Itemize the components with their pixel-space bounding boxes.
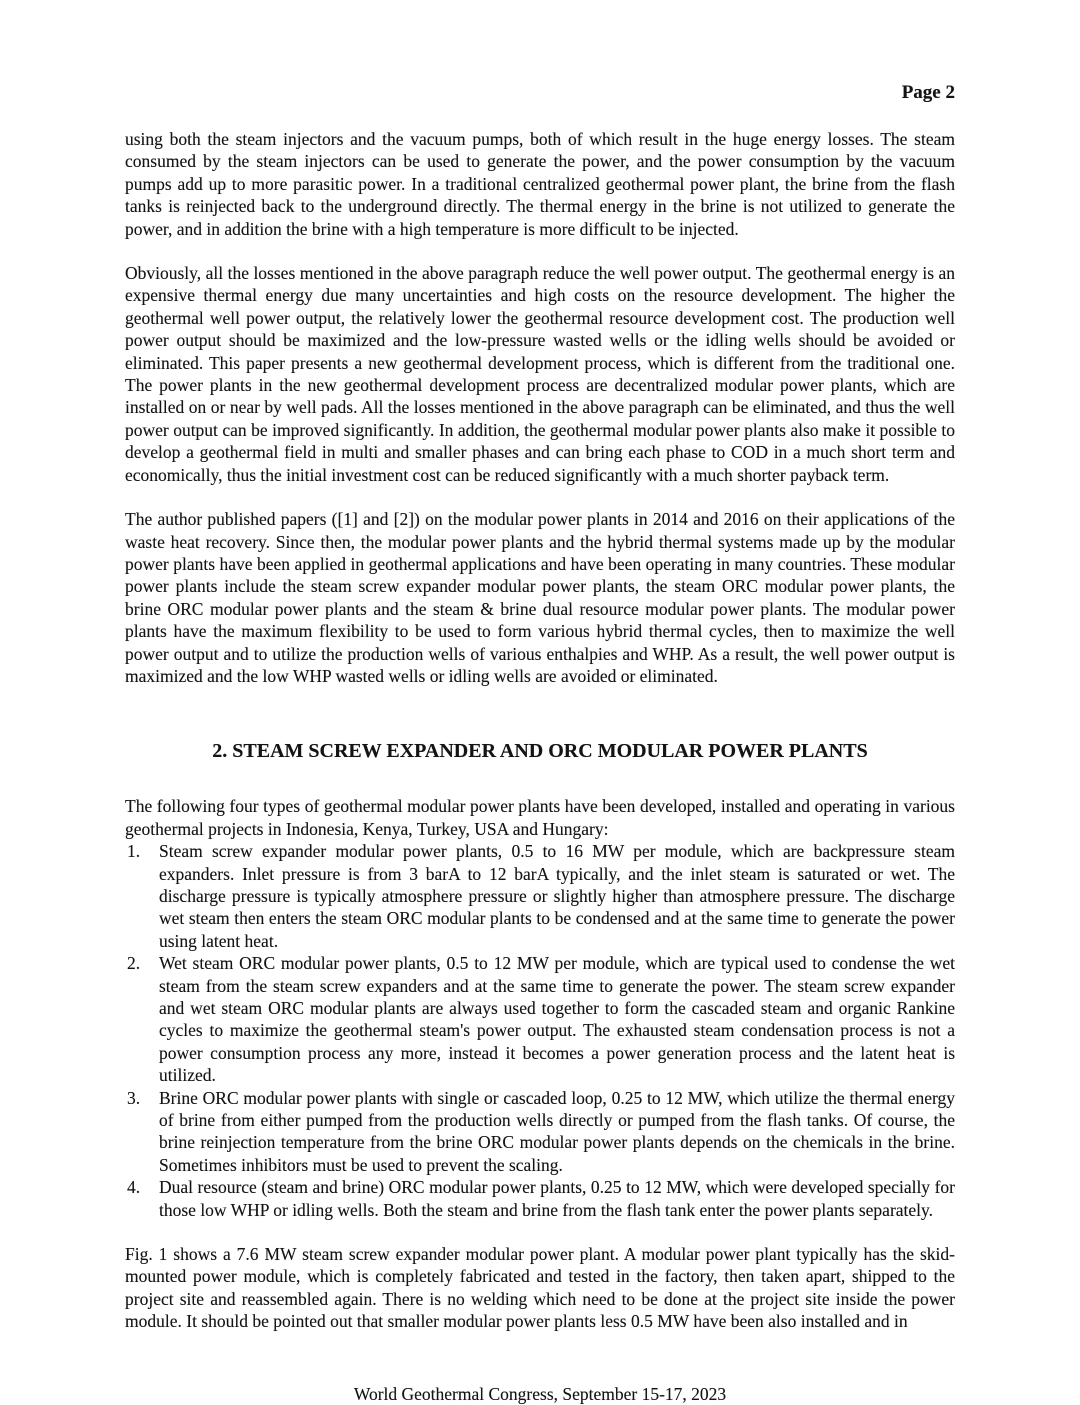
- list-item: [125, 1087, 955, 1177]
- list-item-number: 4.: [127, 1177, 141, 1198]
- list-item: [125, 840, 955, 952]
- list-item-number: 3.: [127, 1087, 141, 1108]
- paragraph-losses-development: Obviously, all the losses mentioned in the above paragraph reduce the well power output. The geothermal energy is an expensive thermal energy due many uncertainties and high costs on the resource development. The higher the geothermal well power output, the relatively lower the geothermal resource development cost. The production well power output should be maximized and the low-pressure wasted wells or the idling wells should be avoided or eliminated. This paper presents a new geothermal development process, which is different from the traditional one. The power plants in the new geothermal development process are decentralized modular power plants, which are installed on or near by well pads. All the losses mentioned in the above paragraph can be eliminated, and thus the well power output can be improved significantly. In addition, the geothermal modular power plants also make it possible to develop a geothermal field in multi and smaller phases and can bring each phase to COD in a much short term and economically, thus the initial investment cost can be reduced significantly with a much shorter payback term.: [125, 263, 955, 485]
- paragraph-author-papers: The author published papers ([1] and [2]) on the modular power plants in 2014 and 2016 on their applications of the waste heat recovery. Since then, the modular power plants and the hybrid thermal systems made up by the modular power plants have been applied in geothermal applications and have been operating in many countries. These modular power plants include the steam screw expander modular power plants, the steam ORC modular power plants, the brine ORC modular power plants and the steam & brine dual resource modular power plants. The modular power plants have the maximum flexibility to be used to form various hybrid thermal cycles, then to maximize the well power output and to utilize the production wells of various enthalpies and WHP. As a result, the well power output is maximized and the low WHP wasted wells or idling wells are avoided or eliminated.: [125, 509, 955, 686]
- page-number-label: Page 2: [901, 82, 955, 103]
- list-item-number: 2.: [127, 953, 141, 974]
- list-item-text: Steam screw expander modular power plants, 0.5 to 16 MW per module, which are backpressure steam expanders. Inlet pressure is from 3 barA to 12 barA typically, and the inlet steam is saturated or wet. The discharge pressure is typically atmosphere pressure or slightly higher than atmosphere pressure. The discharge wet steam then enters the steam ORC modular plants to be condensed and at the same time to generate the power using latent heat.: [159, 841, 955, 951]
- list-item-text: Dual resource (steam and brine) ORC modular power plants, 0.25 to 12 MW, which were developed specially for those low WHP or idling wells. Both the steam and brine from the flash tank enter the power plants separately.: [159, 1177, 955, 1220]
- list-item: [125, 1176, 955, 1221]
- list-item-text: Wet steam ORC modular power plants, 0.5 to 12 MW per module, which are typical used to condense the wet steam from the steam screw expanders and at the same time to generate the power. The steam screw expander and wet steam ORC modular plants are always used together to form the cascaded steam and organic Rankine cycles to maximize the geothermal steam's power output. The exhausted steam condensation process is not a power consumption process any more, instead it becomes a power generation process and the latent heat is utilized.: [159, 953, 955, 1086]
- paragraph-steam-injectors: using both the steam injectors and the vacuum pumps, both of which result in the huge energy losses. The steam consumed by the steam injectors can be used to generate the power, and the power consumption by the vacuum pumps add up to more parasitic power. In a traditional centralized geothermal power plant, the brine from the flash tanks is reinjected back to the underground directly. The thermal energy in the brine is not utilized to generate the power, and in addition the brine with a high temperature is more difficult to be injected.: [125, 129, 955, 239]
- list-item: [125, 952, 955, 1086]
- section-2-intro: The following four types of geothermal modular power plants have been developed, installed and operating in various geothermal projects in Indonesia, Kenya, Turkey, USA and Hungary:: [125, 796, 955, 839]
- list-item-text: Brine ORC modular power plants with single or cascaded loop, 0.25 to 12 MW, which utilize the thermal energy of brine from either pumped from the production wells directly or pumped from the flash tanks. Of course, the brine reinjection temperature from the brine ORC modular power plants depends on the chemicals in the brine. Sometimes inhibitors must be used to prevent the scaling.: [159, 1087, 955, 1175]
- modular-plant-types-list: [125, 840, 955, 1221]
- footer-conference-line: World Geothermal Congress, September 15-17, 2023: [353, 1383, 727, 1404]
- list-item-number: 1.: [127, 841, 141, 862]
- section-2-heading: 2. STEAM SCREW EXPANDER AND ORC MODULAR POWER PLANTS: [212, 740, 868, 763]
- paragraph-fig1-modular-plant: Fig. 1 shows a 7.6 MW steam screw expander modular power plant. A modular power plant typically has the skid-mounted power module, which is completely fabricated and tested in the factory, then taken apart, shipped to the project site and reassembled again. There is no welding which need to be done at the project site inside the power module. It should be pointed out that smaller modular power plants less 0.5 MW have been also installed and in: [125, 1244, 955, 1332]
